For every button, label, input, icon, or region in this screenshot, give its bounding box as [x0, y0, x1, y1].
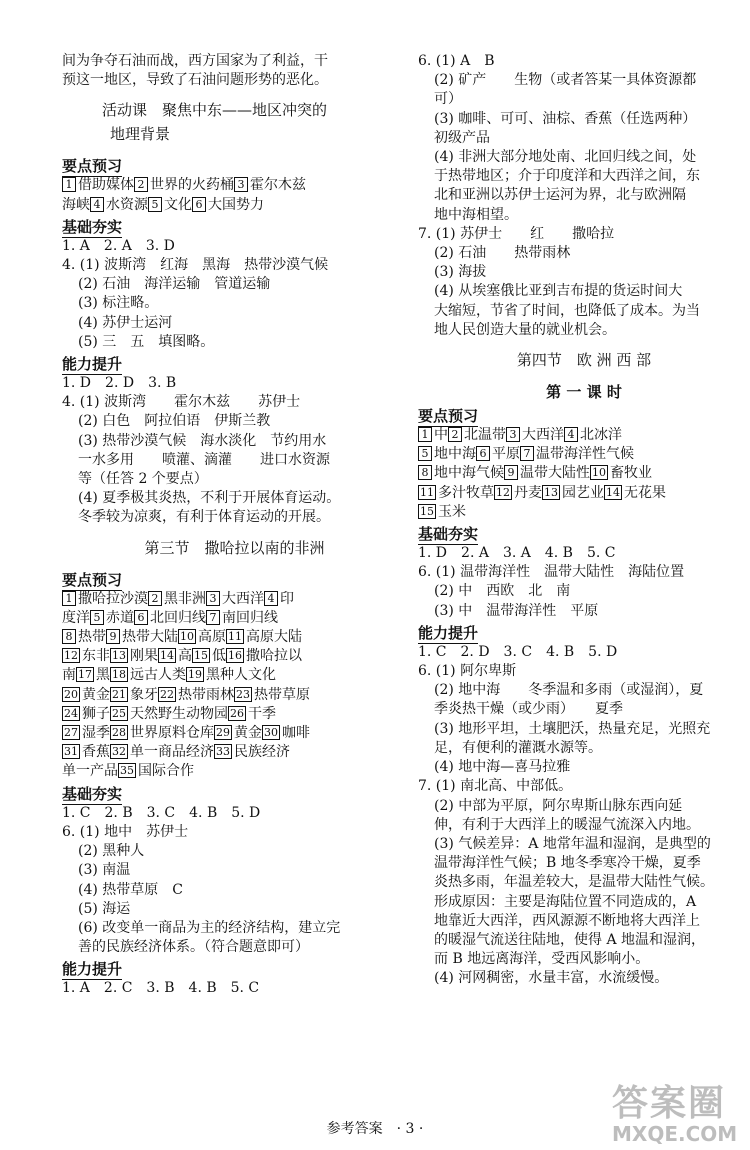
answer-text: 黄金 [234, 725, 262, 742]
numbered-answer-line [418, 484, 750, 503]
number-box: 11 [420, 485, 434, 499]
answer-line: 初级产品 [434, 129, 490, 146]
answer-line: 1. A 2. C 3. B 4. B 5. C [62, 980, 260, 997]
number-box: 14 [160, 649, 174, 663]
answer-line: 1. C 2. D 3. C 4. B 5. D [418, 643, 618, 660]
answer-text: 热带 [78, 629, 106, 646]
subsection-heading [62, 570, 407, 590]
subsection-heading [62, 217, 407, 237]
number-box: 3 [234, 177, 248, 192]
number-box: 22 [160, 687, 174, 701]
answer-text: 霍尔木兹 [250, 177, 306, 194]
number-box: 4 [90, 197, 104, 212]
answer-text: 热带草原 [254, 686, 310, 703]
answer-line: 而 B 地远离海洋，受西风影响小。 [434, 951, 650, 968]
subsection-heading [418, 623, 750, 643]
answer-text: 天然野生动物园 [130, 705, 228, 722]
number-box: 15 [194, 649, 208, 663]
answer-text: 香蕉 [82, 744, 110, 761]
answer-text: 大西洋 [222, 590, 264, 607]
number-box: 29 [216, 726, 230, 740]
answer-text: 北冰洋 [580, 427, 622, 444]
answer-line: (3) 中 温带海洋性 平原 [434, 602, 599, 619]
number-box: 21 [112, 687, 126, 701]
answer-line: 等（任答 2 个要点） [78, 471, 208, 488]
continuation-text: 单一产品 [62, 763, 118, 780]
subsection-heading-text: 基础夯实 [418, 525, 479, 544]
page-footer: 参考答案 · 3 · [326, 1121, 424, 1137]
number-box: 31 [64, 745, 78, 759]
numbered-answer-line [418, 464, 750, 483]
answer-text: 世界的火药桶 [150, 177, 234, 194]
answer-line: 善的民族经济体系。（符合题意即可） [78, 939, 309, 956]
answer-text: 刚果 [130, 648, 158, 665]
number-box: 17 [78, 668, 92, 682]
answer-text: 湿季 [82, 725, 110, 742]
answer-text: 多汁牧草 [438, 484, 494, 501]
answer-text: 园艺业 [562, 484, 604, 501]
subsection-heading [418, 406, 750, 426]
subsection-heading [418, 524, 750, 544]
spacer [62, 90, 407, 98]
number-box: 15 [420, 504, 434, 518]
answer-line: 7. (1) 苏伊士 红 撒哈拉 [418, 225, 615, 242]
answer-line: 地人民创造大量的就业机会。 [434, 321, 616, 338]
number-box: 25 [112, 706, 126, 720]
number-box: 2 [448, 427, 462, 442]
answer-text: 水资源 [106, 196, 148, 213]
answer-line: 7. (1) 南北高、中部低。 [418, 778, 573, 795]
answer-line: (2) 地中海 冬季温和多雨（或湿润），夏 [434, 682, 704, 699]
answer-line: 6. (1) 温带海洋性 温带大陆性 海陆位置 [418, 564, 685, 581]
spacer [62, 146, 407, 154]
number-box: 1 [62, 591, 76, 606]
numbered-answer-line [62, 743, 407, 762]
number-box: 6 [134, 610, 148, 625]
number-box: 2 [148, 591, 162, 606]
answer-text: 黑种人文化 [206, 667, 276, 684]
subsection-heading-text: 能力提升 [62, 355, 123, 374]
answer-line: 北和亚洲以苏伊士运河为界，北与欧洲隔 [434, 187, 686, 204]
answer-line: 间为争夺石油而战，西方国家为了利益，干 [62, 53, 328, 69]
answer-line: 1. D 2. A 3. A 4. B 5. C [418, 545, 616, 562]
number-box: 23 [236, 687, 250, 701]
number-box: 26 [230, 706, 244, 720]
number-box: 14 [606, 485, 620, 499]
answer-line: (2) 中 西欧 北 南 [434, 583, 571, 600]
right-column [418, 52, 750, 989]
answer-text: 无花果 [624, 484, 666, 501]
number-box: 35 [120, 764, 134, 778]
answer-text: 国际合作 [138, 763, 194, 780]
answer-text: 象牙 [130, 686, 158, 703]
answer-text: 南回归线 [222, 609, 278, 626]
answer-line: 炎热多雨，年温差较大，是温带大陆性气候。 [434, 874, 714, 891]
number-box: 7 [206, 610, 220, 625]
answer-line: (3) 地形平坦，土壤肥沃，热量充足，光照充 [434, 720, 711, 737]
answer-line: 形成原因：主要是海陆位置不同造成的，A [434, 893, 697, 910]
numbered-answer-line [62, 686, 407, 705]
answer-line: 季炎热干燥（或少雨） 夏季 [434, 701, 623, 718]
number-box: 19 [188, 668, 202, 682]
numbered-answer-line [62, 628, 407, 647]
number-box: 4 [564, 427, 578, 442]
answer-text: 畜牧业 [610, 465, 652, 482]
answer-text: 大国势力 [208, 196, 264, 213]
answer-line: (3) 标注略。 [78, 295, 159, 312]
answer-line: 1. C 2. B 3. C 4. B 5. D [62, 804, 261, 821]
number-box: 9 [106, 629, 120, 644]
number-box: 2 [134, 177, 148, 192]
answer-line: 一水多用 喷灌、滴灌 进口水资源 [78, 451, 330, 468]
number-box: 4 [264, 591, 278, 606]
number-box: 10 [180, 630, 194, 644]
numbered-answer-line [62, 724, 407, 743]
subsection-heading-text: 基础夯实 [62, 217, 123, 236]
answer-text: 单一商品经济 [130, 744, 214, 761]
answer-text: 低 [212, 648, 226, 665]
number-box: 9 [504, 465, 518, 480]
answer-line: (2) 中部为平原，阿尔卑斯山脉东西向延 [434, 797, 683, 814]
answer-text: 印 [280, 590, 294, 607]
answer-line: 预这一地区，导致了石油问题形势的恶化。 [62, 72, 328, 89]
subsection-heading [62, 959, 407, 979]
answer-text: 地中海 [434, 446, 476, 463]
number-box: 27 [64, 726, 78, 740]
answer-text: 北温带 [464, 427, 506, 444]
answer-text: 高原 [198, 629, 226, 646]
answer-line: 1. D 2. D 3. B [62, 375, 177, 392]
answer-line: (3) 气候差异：A 地常年温和湿润，是典型的 [434, 835, 711, 852]
answer-text: 丹麦 [514, 484, 542, 501]
subsection-heading-text: 基础夯实 [62, 784, 123, 803]
numbered-answer-line [62, 762, 407, 781]
answer-text: 黑非洲 [164, 590, 206, 607]
spacer [418, 372, 750, 380]
subsection-heading [62, 784, 407, 804]
left-column [62, 52, 407, 999]
watermark-url: MXQE.COM [612, 1122, 738, 1146]
subsection-heading [62, 156, 407, 176]
subsection-heading-text: 要点预习 [62, 570, 123, 589]
section-title: 第 一 课 时 [546, 383, 622, 402]
subsection-heading [62, 354, 407, 374]
answer-line: 地靠近大西洋，西风源源不断地将大西洋上 [434, 912, 700, 929]
number-box: 16 [228, 649, 242, 663]
number-box: 5 [90, 610, 104, 625]
answer-line: (2) 白色 阿拉伯语 伊斯兰教 [78, 413, 271, 430]
number-box: 13 [112, 649, 126, 663]
numbered-answer-line [418, 445, 750, 464]
answer-text: 温带大陆性 [520, 465, 590, 482]
numbered-answer-line [62, 705, 407, 724]
answer-line: (4) 热带草原 C [78, 881, 183, 898]
answer-text: 远古人类 [130, 667, 186, 684]
answer-text: 民族经济 [234, 744, 290, 761]
answer-text: 玉米 [438, 503, 466, 520]
answer-text: 文化 [164, 196, 192, 213]
number-box: 20 [64, 687, 78, 701]
answer-line: (2) 石油 热带雨林 [434, 245, 571, 262]
answer-line: (4) 从埃塞俄比亚到吉布提的货运时间大 [434, 283, 683, 300]
numbered-answer-line [62, 196, 407, 215]
watermark-logo [612, 1085, 746, 1147]
number-box: 24 [64, 706, 78, 720]
answer-line: 大缩短，节省了时间，也降低了成本。为当 [434, 302, 700, 319]
answer-text: 北回归线 [150, 609, 206, 626]
continuation-text: 度洋 [62, 609, 90, 626]
answer-line: 6. (1) A B [418, 53, 495, 69]
answer-text: 世界原料仓库 [130, 725, 214, 742]
answer-line: (6) 改变单一商品为主的经济结构，建立完 [78, 919, 341, 936]
watermark-brand: 答案圈 [612, 1083, 727, 1124]
number-box: 33 [216, 745, 230, 759]
answer-text: 赤道 [106, 609, 134, 626]
number-box: 28 [112, 726, 126, 740]
number-box: 30 [264, 726, 278, 740]
answer-line: (3) 热带沙漠气候 海水淡化 节约用水 [78, 432, 327, 449]
numbered-answer-line [418, 503, 750, 522]
answer-text: 撒哈拉以 [246, 648, 302, 665]
continuation-text: 海峡 [62, 196, 90, 213]
number-box: 5 [148, 197, 162, 212]
subsection-heading-text: 能力提升 [418, 623, 479, 642]
section-title: 活动课 聚焦中东——地区冲突的 [102, 101, 328, 120]
continuation-text: 南 [62, 667, 76, 684]
answer-line: (3) 南温 [78, 862, 131, 879]
number-box: 18 [112, 668, 126, 682]
numbered-answer-line [62, 647, 407, 666]
number-box: 1 [418, 427, 432, 442]
spacer [418, 340, 750, 348]
number-box: 7 [520, 446, 534, 461]
answer-line: 于热带地区；介于印度洋和大西洋之间，东 [434, 168, 700, 185]
answer-line: (5) 三 五 填图略。 [78, 333, 215, 350]
answer-text: 大西洋 [522, 427, 564, 444]
section-title: 第四节 欧 洲 西 部 [516, 351, 652, 370]
number-box: 10 [592, 466, 606, 480]
number-box: 13 [544, 485, 558, 499]
answer-text: 黑 [96, 667, 110, 684]
answer-line: 6. (1) 地中 苏伊士 [62, 823, 189, 840]
answer-line: (4) 河网稠密，水量丰富，水流缓慢。 [434, 970, 669, 987]
answer-line: (4) 苏伊士运河 [78, 314, 173, 331]
numbered-answer-line [62, 666, 407, 685]
number-box: 5 [418, 446, 432, 461]
number-box: 8 [418, 465, 432, 480]
answer-text: 平原 [492, 446, 520, 463]
spacer [62, 528, 407, 536]
answer-text: 狮子 [82, 705, 110, 722]
answer-line: (2) 矿产 生物（或者答某一具体资源都 [434, 72, 697, 89]
answer-text: 热带大陆 [122, 629, 178, 646]
answer-line: (4) 非洲大部分地处南、北回归线之间，处 [434, 149, 697, 166]
answer-text: 热带雨林 [178, 686, 234, 703]
answer-text: 黄金 [82, 686, 110, 703]
answer-text: 东非 [82, 648, 110, 665]
number-box: 12 [496, 485, 510, 499]
answer-text: 地中海气候 [434, 465, 504, 482]
answer-line: 可） [434, 91, 462, 108]
answer-text: 撒哈拉沙漠 [78, 590, 148, 607]
answer-text: 干季 [248, 705, 276, 722]
numbered-answer-line [418, 426, 750, 445]
answer-line: 4. (1) 波斯湾 霍尔木兹 苏伊士 [62, 394, 301, 411]
number-box: 3 [506, 427, 520, 442]
answer-line: (2) 黑种人 [78, 843, 145, 860]
answer-text: 咖啡 [282, 725, 310, 742]
number-box: 12 [64, 649, 78, 663]
answer-line: (2) 石油 海洋运输 管道运输 [78, 276, 271, 293]
number-box: 1 [62, 177, 76, 192]
answer-line: 地中海相望。 [434, 206, 518, 223]
answer-line: (4) 地中海—喜马拉雅 [434, 759, 571, 776]
number-box: 8 [62, 629, 76, 644]
number-box: 11 [228, 630, 242, 644]
section-title: 地理背景 [110, 125, 171, 144]
answer-text: 温带海洋性气候 [536, 446, 634, 463]
answer-line: 伸，有利于大西洋上的暖湿气流深入内地。 [434, 816, 700, 833]
numbered-answer-line [62, 590, 407, 609]
answer-text: 高原大陆 [246, 629, 302, 646]
number-box: 6 [476, 446, 490, 461]
answer-line: 1. A 2. A 3. D [62, 237, 175, 254]
section-title: 第三节 撒哈拉以南的非洲 [144, 538, 325, 557]
answer-line: 温带海洋性气候；B 地冬季寒冷干燥，夏季 [434, 855, 701, 872]
answer-line: (3) 咖啡、可可、油棕、香蕉（任选两种） [434, 110, 697, 127]
answer-line: 的暖湿气流送往陆地，使得 A 地温和湿润， [434, 931, 706, 948]
numbered-answer-line [62, 609, 407, 628]
number-box: 32 [112, 745, 126, 759]
answer-line: (3) 海拔 [434, 264, 487, 281]
subsection-heading-text: 要点预习 [418, 407, 479, 426]
answer-line: 足，有便利的灌溉水源等。 [434, 739, 602, 756]
subsection-heading-text: 要点预习 [62, 157, 123, 176]
spacer [62, 560, 407, 568]
answer-line: (4) 夏季极其炎热，不利于开展体育运动。 [78, 490, 341, 507]
numbered-answer-line [62, 176, 407, 195]
answer-line: 6. (1) 阿尔卑斯 [418, 663, 517, 680]
answer-line: (5) 海运 [78, 900, 131, 917]
subsection-heading-text: 能力提升 [62, 960, 123, 979]
answer-line: 冬季较为凉爽，有利于体育运动的开展。 [78, 509, 330, 526]
answer-text: 中 [434, 427, 448, 444]
answer-line: 4. (1) 波斯湾 红海 黑海 热带沙漠气候 [62, 257, 329, 274]
answer-text: 高 [178, 648, 192, 665]
number-box: 6 [192, 197, 206, 212]
answer-text: 借助媒体 [78, 177, 134, 194]
number-box: 3 [206, 591, 220, 606]
